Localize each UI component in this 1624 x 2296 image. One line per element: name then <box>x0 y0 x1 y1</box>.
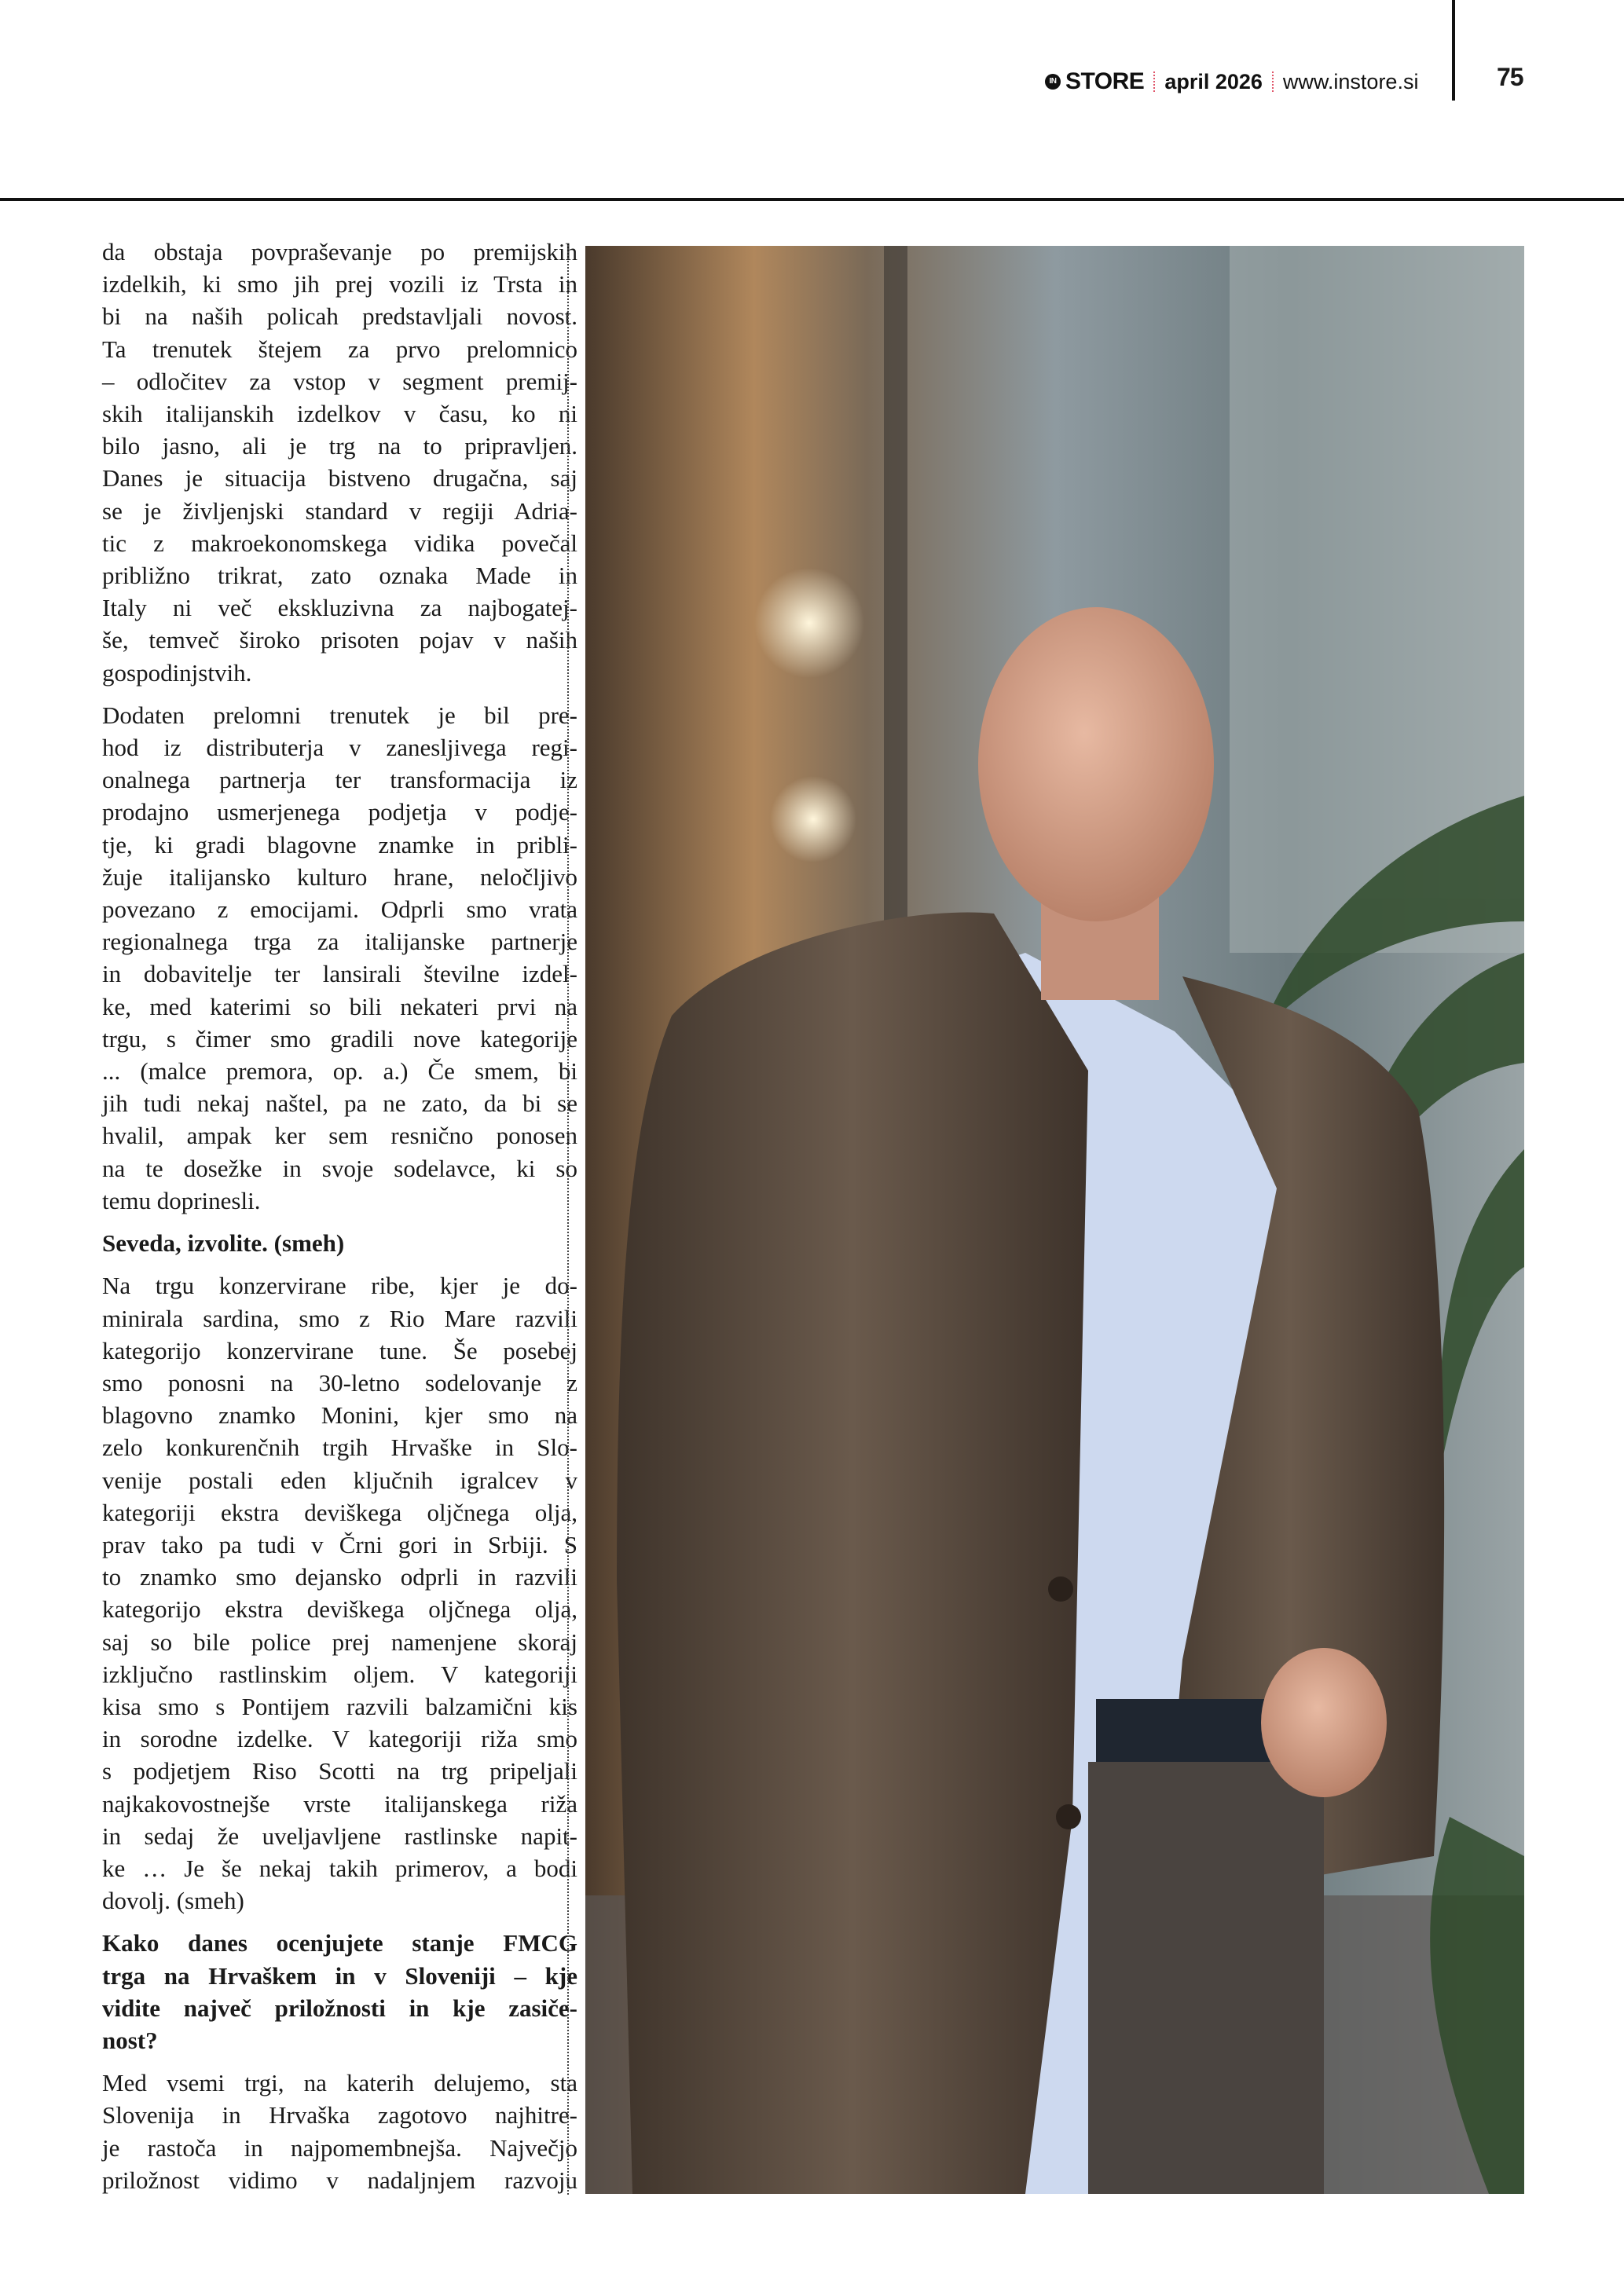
text-line: Seveda, izvolite. (smeh) <box>102 1229 345 1258</box>
text-line: povezano z emocijami. Odprli smo vrata <box>102 895 577 924</box>
text-line: smo ponosni na 30-letno sodelovanje z <box>102 1368 577 1397</box>
text-line: Dodaten prelomni trenutek je bil pre- <box>102 701 577 729</box>
page-number: 75 <box>1497 63 1523 91</box>
header-separator <box>1272 71 1274 92</box>
running-header <box>1045 64 1418 99</box>
text-line: trgu, s čimer smo gradili nove kategorije <box>102 1024 577 1053</box>
text-line: vidite največ priložnosti in kje zasiče- <box>102 1994 577 2022</box>
text-line: hvalil, ampak ker sem resnično ponosen <box>102 1122 577 1150</box>
text-line: se je življenjski standard v regiji Adria- <box>102 496 577 525</box>
interview-question <box>102 1927 577 2056</box>
text-line: in dobavitelje ter lansirali številne izdel- <box>102 960 577 988</box>
text-line: kategorijo ekstra deviškega oljčnega olja, <box>102 1595 577 1624</box>
text-line: Na trgu konzervirane ribe, kjer je do- <box>102 1272 577 1300</box>
text-line: skih italijanskih izdelkov v času, ko ni <box>102 400 577 428</box>
magazine-logo <box>1045 68 1144 95</box>
text-line: izključno rastlinskim oljem. V kategoriji <box>102 1660 577 1688</box>
text-line: prav tako pa tudi v Črni gori in Srbiji. S <box>102 1530 577 1558</box>
interview-answer <box>102 2067 577 2196</box>
text-line: temu doprinesli. <box>102 1186 261 1214</box>
text-line: minirala sardina, smo z Rio Mare razvili <box>102 1304 577 1332</box>
text-line: zelo konkurenčnih trgih Hrvaške in Slo- <box>102 1434 577 1462</box>
text-line: dovolj. (smeh) <box>102 1887 244 1915</box>
text-line: Ta trenutek štejem za prvo prelomnico <box>102 335 577 363</box>
text-line: – odločitev za vstop v segment premij- <box>102 367 577 395</box>
website-link[interactable]: www.instore.si <box>1282 69 1419 93</box>
portrait-photo <box>585 246 1524 2194</box>
interview-answer <box>102 236 577 689</box>
text-line: tje, ki gradi blagovne znamke in pribli- <box>102 830 577 859</box>
interview-answer <box>102 699 577 1217</box>
text-line: še, temveč široko prisoten pojav v naših <box>102 626 577 654</box>
text-line: Slovenija in Hrvaška zagotovo najhitre- <box>102 2101 577 2129</box>
text-line: regionalnega trga za italijanske partnerje <box>102 928 577 956</box>
interview-answer <box>102 1269 577 1917</box>
text-line: nost? <box>102 2026 158 2054</box>
text-line: najkakovostnejše vrste italijanskega riža <box>102 1789 577 1818</box>
column-separator <box>567 245 569 2195</box>
text-line: žuje italijansko kulturo hrane, neločljivo <box>102 862 577 891</box>
text-line: venije postali eden ključnih igralcev v <box>102 1466 577 1494</box>
text-line: prodajno usmerjenega podjetja v podje- <box>102 798 577 826</box>
text-line: kisa smo s Pontijem razvili balzamični kis <box>102 1692 577 1720</box>
text-line: Med vsemi trgi, na katerih delujemo, sta <box>102 2069 577 2097</box>
text-line: blagovno znamko Monini, kjer smo na <box>102 1401 577 1430</box>
text-line: bi na naših policah predstavljali novost. <box>102 302 577 331</box>
text-line: hod iz distributerja v zanesljivega regi- <box>102 734 577 762</box>
text-line: Kako danes ocenjujete stanje FMCG <box>102 1929 577 1957</box>
header-rule <box>0 198 1624 201</box>
header-vertical-rule <box>1452 0 1455 101</box>
text-line: kategorijo konzervirane tune. Še posebej <box>102 1336 577 1364</box>
interview-question <box>102 1227 577 1259</box>
text-line: jih tudi nekaj naštel, pa ne zato, da bi se <box>102 1089 577 1118</box>
text-line: ... (malce premora, op. a.) Če smem, bi <box>102 1057 577 1086</box>
text-line: gospodinjstvih. <box>102 658 252 687</box>
text-line: in sorodne izdelke. V kategoriji riža smo <box>102 1725 577 1753</box>
text-line: saj so bile police prej namenjene skoraj <box>102 1628 577 1656</box>
text-line: to znamko smo dejansko odprli in razvili <box>102 1563 577 1591</box>
text-line: ke … Je še nekaj takih primerov, a bodi <box>102 1854 577 1882</box>
text-line: Danes je situacija bistveno drugačna, saj <box>102 464 577 493</box>
article-text-column <box>102 236 577 2206</box>
header-separator <box>1153 71 1155 92</box>
text-line: ke, med katerimi so bili nekateri prvi na <box>102 992 577 1020</box>
text-line: bilo jasno, ali je trg na to pripravljen. <box>102 432 577 460</box>
text-line: s podjetjem Riso Scotti na trg pripeljali <box>102 1757 577 1785</box>
text-line: izdelkih, ki smo jih prej vozili iz Trsta in <box>102 270 577 298</box>
logo-text: STORE <box>1065 68 1145 94</box>
in-logo-icon: IN <box>1045 74 1061 90</box>
text-line: da obstaja povpraševanje po premijskih <box>102 238 577 265</box>
issue-date: april 2026 <box>1164 69 1263 93</box>
text-line: priložnost vidimo v nadaljnjem razvoju <box>102 2166 577 2194</box>
text-line: trga na Hrvaškem in v Sloveniji – kje <box>102 1961 577 1990</box>
text-line: je rastoča in najpomembnejša. Največjo <box>102 2133 577 2162</box>
portrait-image <box>585 246 1524 2194</box>
text-line: onalnega partnerja ter transformacija iz <box>102 766 577 794</box>
text-line: na te dosežke in svoje sodelavce, ki so <box>102 1154 577 1182</box>
text-line: Italy ni več ekskluzivna za najbogatej- <box>102 594 577 622</box>
text-line: tic z makroekonomskega vidika povečal <box>102 529 577 557</box>
text-line: približno trikrat, zato oznaka Made in <box>102 562 577 590</box>
text-line: kategoriji ekstra deviškega oljčnega olja, <box>102 1498 577 1526</box>
text-line: in sedaj že uveljavljene rastlinske napit- <box>102 1822 577 1850</box>
